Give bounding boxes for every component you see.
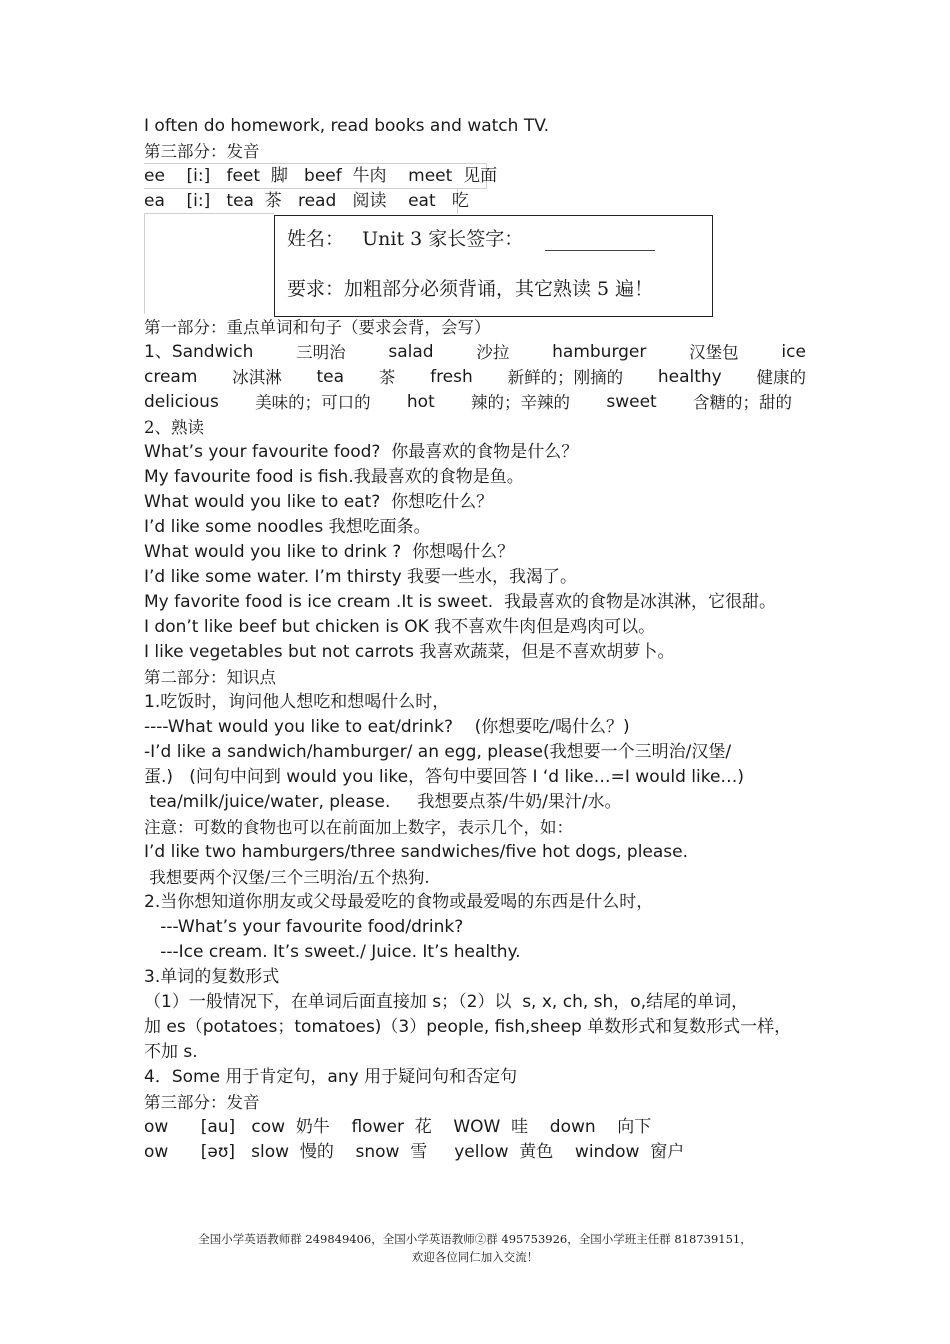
vocab-word: hot: [406, 392, 435, 412]
vocab-meaning: 含糖的；甜的: [693, 393, 792, 412]
vocab-word: ice: [781, 342, 806, 362]
text-line: 2.当你想知道你朋友或父母最爱吃的食物或最爱喝的东西是什么时，: [144, 892, 654, 912]
section-heading: 第一部分：重点单词和句子（要求会背，会写）: [144, 318, 491, 337]
signature-row: [287, 224, 655, 251]
vocab-meaning: 茶: [378, 368, 396, 387]
footer-line: 欢迎各位同仁加入交流！: [411, 1250, 539, 1264]
section-heading: 第三部分：发音: [144, 142, 260, 161]
vocab-word: healthy: [657, 367, 722, 387]
text-line: I’d like some noodles 我想吃面条。: [144, 517, 431, 537]
text-line: My favorite food is ice cream .It is sweet. 我最喜欢的食物是冰淇淋，它很甜。: [144, 592, 776, 612]
phonics-row: ow [au] cow 奶牛 flower 花 WOW 哇 down 向下: [144, 1117, 652, 1137]
section-heading: 第二部分：知识点: [144, 668, 276, 687]
vocab-word: salad: [388, 342, 434, 362]
vocab-meaning: 辣的；辛辣的: [471, 393, 571, 412]
vocab-meaning: 沙拉: [476, 343, 510, 362]
vocab-word: fresh: [430, 367, 473, 387]
text-line: What’s your favourite food? 你最喜欢的食物是什么？: [144, 442, 579, 462]
vocab-meaning: 新鲜的；刚摘的: [507, 368, 624, 387]
text-line: 蛋.) (问句中问到 would you like，答句中要回答 I ‘d like…=I would like…): [144, 767, 745, 787]
text-line: I’d like two hamburgers/three sandwiches/five hot dogs, please.: [144, 842, 689, 862]
text-line: My favourite food is fish.我最喜欢的食物是鱼。: [144, 467, 524, 487]
footer: [0, 1230, 950, 1266]
text-line: 不加 s.: [144, 1042, 198, 1062]
requirement-text: 要求：加粗部分必须背诵，其它熟读 5 遍！: [287, 278, 654, 300]
text-line: tea/milk/juice/water, please. 我想要点茶/牛奶/果汁/水。: [144, 792, 622, 812]
text-line: I don’t like beef but chicken is OK 我不喜欢牛肉但是鸡肉可以。: [144, 617, 656, 637]
text-line: I often do homework, read books and watch TV.: [144, 116, 550, 136]
footer-line: 全国小学英语教师群 249849406，全国小学英语教师②群 495753926，全国小学班主任群 818739151，: [198, 1232, 752, 1246]
vocab-meaning: 冰淇淋: [232, 368, 282, 387]
vocab-word: tea: [316, 367, 345, 387]
text-line: I’d like some water. I’m thirsty 我要一些水，我渴了。: [144, 567, 578, 587]
signature-blank: [545, 232, 655, 251]
text-line: -I’d like a sandwich/hamburger/ an egg, please(我想要一个三明治/汉堡/: [144, 742, 732, 762]
text-line: 加 es（potatoes；tomatoes)（3）people, fish,sheep 单数形式和复数形式一样，: [144, 1017, 792, 1037]
vocab-meaning: 三明治: [296, 343, 346, 362]
section-heading: 第三部分：发音: [144, 1093, 260, 1112]
vocab-row: [144, 390, 792, 415]
phonics-row: ow [əʊ] slow 慢的 snow 雪 yellow 黄色 window 窗户: [144, 1142, 685, 1162]
subsection-heading: 2、熟读: [144, 418, 204, 437]
vocab-word: cream: [144, 367, 198, 387]
vocab-row: [144, 365, 806, 390]
text-line: What would you like to drink ? 你想喝什么？: [144, 542, 515, 562]
text-line: ---What’s your favourite food/drink?: [144, 917, 464, 937]
note-line: 注意：可数的食物也可以在前面加上数字，表示几个，如：: [144, 818, 573, 837]
table-rule: [144, 214, 145, 314]
vocab-row: [144, 340, 806, 365]
vocab-word: delicious: [144, 392, 219, 412]
text-line: 1.吃饭时，询问他人想吃和想喝什么时，: [144, 692, 450, 712]
vocab-word: hamburger: [552, 342, 647, 362]
signature-box: [274, 215, 713, 317]
text-line: What would you like to eat? 你想吃什么？: [144, 492, 494, 512]
phonics-row: ee [i:] feet 脚 beef 牛肉 meet 见面: [144, 166, 498, 186]
vocab-meaning: 美味的；可口的: [255, 393, 371, 412]
text-line: （1）一般情况下，在单词后面直接加 s；（2）以 s, x, ch, sh，o,结尾的单词，: [144, 992, 749, 1012]
vocab-meaning: 健康的: [756, 368, 806, 387]
signature-label: 姓名： Unit 3 家长签字：: [287, 228, 524, 250]
text-line: ---Ice cream. It’s sweet./ Juice. It’s healthy.: [144, 942, 521, 962]
vocab-word: 1、Sandwich: [144, 342, 254, 362]
text-line: 3.单词的复数形式: [144, 967, 280, 987]
text-line: I like vegetables but not carrots 我喜欢蔬菜，但是不喜欢胡萝卜。: [144, 642, 675, 662]
text-line: 我想要两个汉堡/三个三明治/五个热狗.: [144, 868, 430, 887]
vocab-meaning: 汉堡包: [689, 343, 739, 362]
vocab-word: sweet: [606, 392, 657, 412]
text-line: 4．Some 用于肯定句，any 用于疑问句和否定句: [144, 1067, 518, 1087]
text-line: ----What would you like to eat/drink? (你想要吃/喝什么？): [144, 717, 630, 737]
phonics-row: ea [i:] tea 茶 read 阅读 eat 吃: [144, 191, 469, 211]
